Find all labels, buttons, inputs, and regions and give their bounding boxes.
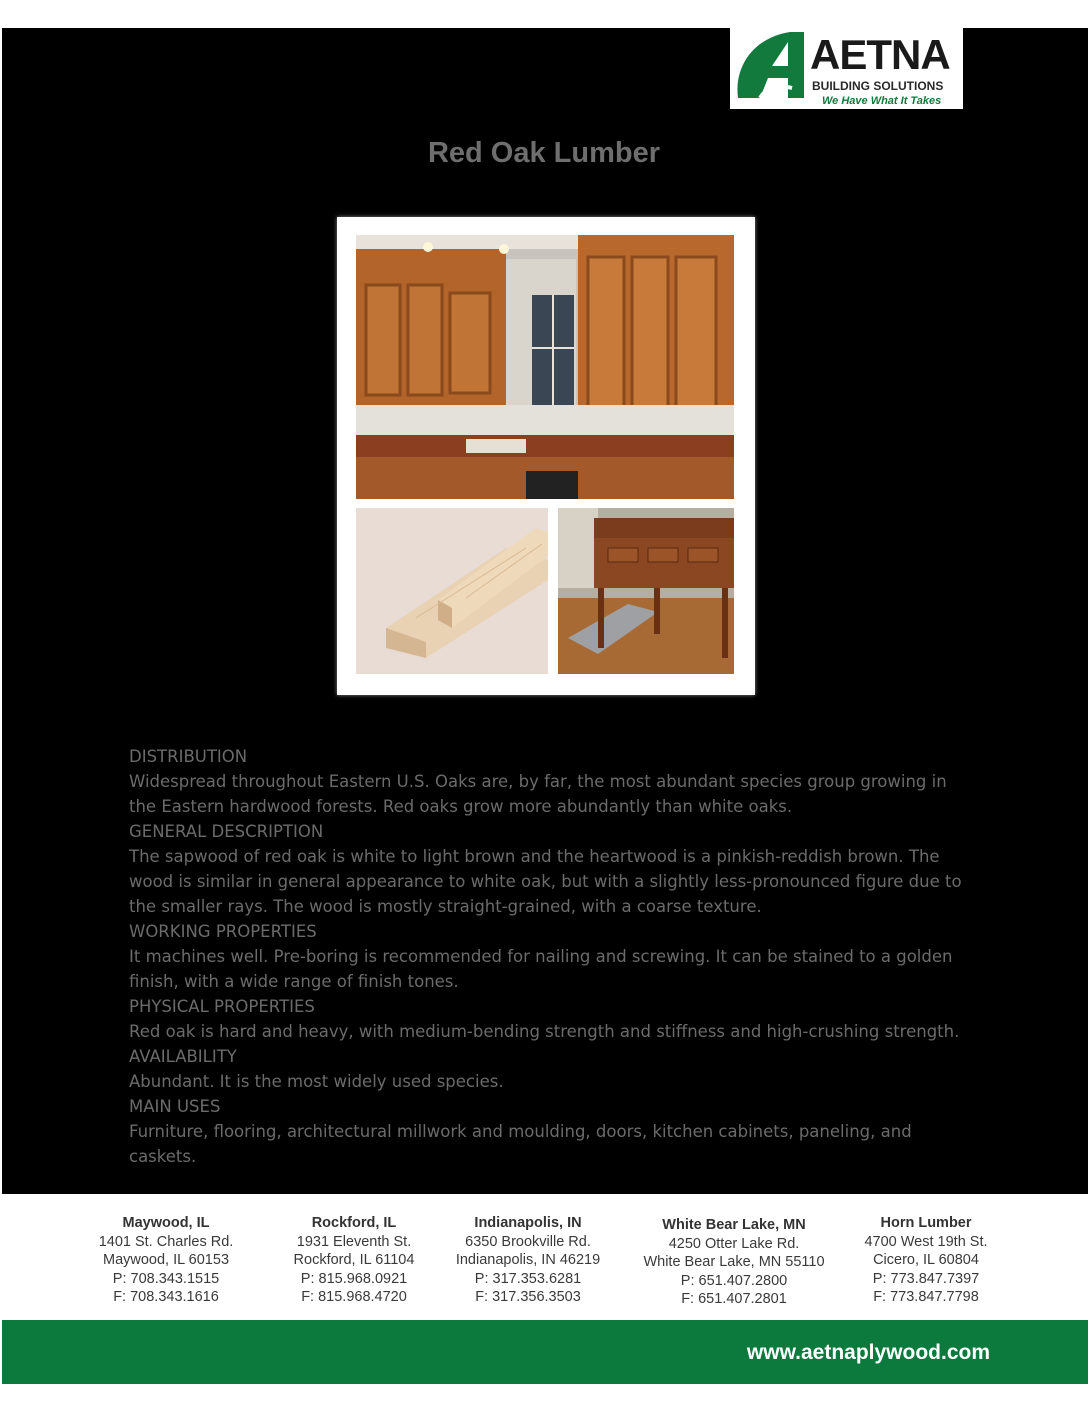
location-white-bear-lake [624, 1216, 844, 1309]
location-name: Horn Lumber [880, 1215, 972, 1231]
section-text-main-uses: Furniture, flooring, architectural millwork and moulding, doors, kitchen cabinets, paneling, and caskets. [129, 1122, 912, 1166]
section-text-distribution: Widespread throughout Eastern U.S. Oaks are, by far, the most abundant species group growing in the Eastern hardwood forests. Red oaks grow more abundantly than white oaks. [129, 772, 947, 816]
location-fax: F: 317.356.3503 [475, 1289, 581, 1305]
oak-boards-photo [356, 508, 548, 674]
location-phone: P: 773.847.7397 [872, 1270, 980, 1287]
logo-wordmark: AETNA [810, 31, 950, 78]
aetna-logo [730, 28, 963, 109]
location-name: Maywood, IL [122, 1215, 210, 1231]
location-phone: P: 708.343.1515 [112, 1270, 220, 1287]
location-fax: F: 773.847.7798 [873, 1289, 979, 1305]
section-heading-availability: AVAILABILITY [129, 1047, 237, 1066]
oak-desk-photo [558, 508, 734, 674]
location-fax: F: 815.968.4720 [301, 1289, 407, 1305]
location-name: Indianapolis, IN [474, 1215, 582, 1231]
location-city: Indianapolis, IN 46219 [455, 1252, 601, 1268]
location-phone: P: 815.968.0921 [300, 1270, 408, 1287]
website-link[interactable]: www.aetnaplywood.com [746, 1341, 990, 1364]
section-text-working-properties: It machines well. Pre-boring is recommended for nailing and screwing. It can be stained to a golden finish, with a wide range of finish tones. [129, 947, 953, 991]
section-text-availability: Abundant. It is the most widely used species. [129, 1072, 504, 1091]
location-name: White Bear Lake, MN [662, 1217, 806, 1233]
section-heading-general-description: GENERAL DESCRIPTION [129, 822, 324, 841]
location-street: 1401 St. Charles Rd. [98, 1233, 234, 1250]
location-horn-lumber [820, 1214, 1032, 1307]
section-heading-main-uses: MAIN USES [129, 1097, 221, 1116]
kitchen-cabinets-photo [356, 235, 734, 499]
location-phone: P: 317.353.6281 [474, 1270, 582, 1287]
section-text-physical-properties: Red oak is hard and heavy, with medium-bending strength and stiffness and high-crushing strength. [129, 1022, 960, 1041]
location-indianapolis [422, 1214, 634, 1307]
location-city: White Bear Lake, MN 55110 [643, 1254, 825, 1270]
location-fax: F: 651.407.2801 [681, 1291, 787, 1307]
location-name: Rockford, IL [311, 1215, 397, 1231]
location-city: Maywood, IL 60153 [102, 1252, 230, 1268]
section-heading-working-properties: WORKING PROPERTIES [129, 922, 317, 941]
location-street: 4700 West 19th St. [864, 1233, 988, 1250]
location-street: 4250 Otter Lake Rd. [668, 1235, 800, 1252]
location-fax: F: 708.343.1616 [113, 1289, 219, 1305]
location-phone: P: 651.407.2800 [680, 1272, 788, 1289]
location-maywood [60, 1214, 272, 1307]
footer-locations [60, 1214, 1028, 1310]
section-heading-distribution: DISTRIBUTION [129, 747, 248, 766]
location-street: 1931 Eleventh St. [296, 1233, 412, 1250]
species-description [129, 744, 979, 1169]
page-title: Red Oak Lumber [427, 137, 661, 169]
location-city: Rockford, IL 61104 [293, 1252, 415, 1268]
location-city: Cicero, IL 60804 [873, 1252, 979, 1268]
section-text-general-description: The sapwood of red oak is white to light brown and the heartwood is a pinkish-reddish brown. The wood is similar in general appearance to white oak, but with a slightly less-pronounced figure due to the smaller rays. The wood is mostly straight-grained, with a coarse texture. [129, 847, 962, 916]
logo-tagline: We Have What It Takes [822, 95, 942, 107]
section-heading-physical-properties: PHYSICAL PROPERTIES [129, 997, 315, 1016]
photo-collage [337, 217, 755, 695]
logo-subtitle: BUILDING SOLUTIONS [812, 79, 944, 93]
location-street: 6350 Brookville Rd. [465, 1233, 591, 1250]
